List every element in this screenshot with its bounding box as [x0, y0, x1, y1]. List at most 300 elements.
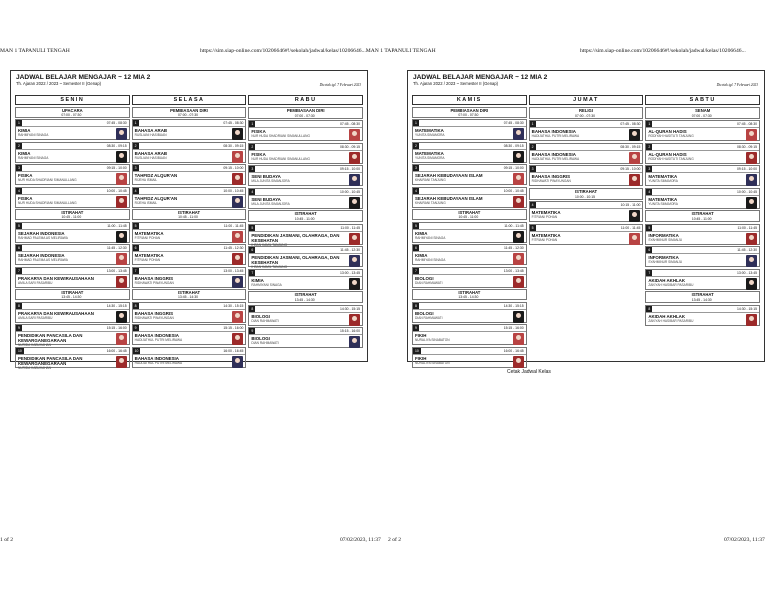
teacher-name: ZAKIYAH HASIBAR PASARIBU [648, 282, 694, 287]
lesson-subject: PENDIDIKAN JASMANI, OLAHRAGA, DAN KESEHATAN [251, 255, 340, 265]
lesson-text [251, 174, 289, 186]
lesson-text [18, 151, 48, 163]
teacher-photo [513, 173, 524, 185]
teacher-photo [232, 356, 243, 368]
lesson-card [132, 142, 247, 163]
lesson-body [133, 310, 246, 324]
lesson-subject: BIOLOGI [415, 310, 434, 316]
lesson-card [645, 165, 760, 186]
lesson-body [413, 355, 526, 369]
browser-header-center: https://sim.siap-online.com/10206646#!/sekolah/jadwal/kelas/10206646...MAN 1 TAPANULI TENGAH [200, 48, 436, 54]
lesson-number: 2 [648, 144, 651, 149]
break-label: ISTIRAHAT [294, 292, 317, 297]
day-column [15, 95, 130, 370]
break-row [15, 209, 130, 220]
lesson-number: 6 [415, 246, 417, 250]
lesson-text [532, 152, 579, 164]
lesson-text [18, 356, 116, 370]
break-time: 07:00 - 07:30 [458, 112, 479, 117]
break-label: PEMBIASAAN DIRI [286, 107, 325, 113]
teacher-photo [513, 196, 524, 208]
lesson-header [16, 188, 129, 195]
lesson-time: 15:15 - 16:00 [106, 326, 127, 330]
lesson-number: 1 [18, 121, 20, 125]
lesson-subject: BAHASA ARAB [134, 150, 168, 156]
break-row [132, 209, 247, 220]
teacher-name: HADIJATHUL PUTRI MELIRAWA [531, 134, 580, 138]
break-label: PEMBIASAAN DIRI [170, 107, 208, 113]
browser-header-left: MAN 1 TAPANULI TENGAH [0, 48, 70, 54]
lesson-card [132, 244, 247, 265]
teacher-photo [232, 196, 243, 208]
lesson-number: 9 [251, 329, 254, 333]
lesson-number: 8 [134, 303, 137, 308]
print-schedule-link[interactable]: Cetak Jadwal Kelas [507, 369, 551, 375]
lesson-header [646, 144, 759, 151]
lesson-subject: AL-QURAN HADIS [648, 151, 687, 157]
lesson-number: 1 [251, 122, 254, 126]
lesson-time: 15:15 - 16:00 [503, 326, 524, 330]
lesson-card [412, 267, 527, 288]
lesson-card [132, 347, 247, 368]
lesson-header [530, 144, 643, 151]
lesson-subject: MATEMATIKA [415, 128, 444, 133]
lesson-number: 1 [648, 122, 651, 126]
lesson-card [248, 165, 363, 186]
lesson-number: 9 [415, 326, 417, 330]
lesson-body [646, 173, 759, 187]
break-time: 07:00 - 07:30 [575, 113, 595, 118]
lesson-text [251, 278, 281, 290]
lesson-card [645, 188, 760, 209]
lesson-header [16, 325, 129, 332]
lesson-time: 09:15 - 10:00 [503, 166, 524, 170]
lesson-text [648, 233, 682, 245]
lesson-subject: INFORMATIKA [648, 255, 679, 260]
lesson-body [16, 172, 129, 186]
lesson-text [18, 253, 68, 265]
lesson-time: 08:30 - 09:15 [620, 144, 641, 149]
lesson-card [248, 188, 363, 209]
lesson-card [15, 222, 130, 243]
lesson-time: 10:00 - 10:45 [106, 188, 127, 193]
lesson-subject: BAHASA INDONESIA [531, 151, 576, 157]
teacher-photo [116, 151, 127, 163]
break-row [529, 188, 644, 200]
lesson-card [412, 222, 527, 243]
lesson-body [530, 151, 643, 165]
lesson-time: 13:00 - 13:45 [737, 270, 758, 275]
lesson-number: 2 [531, 144, 534, 149]
lesson-time: 11:00 - 11:45 [620, 225, 641, 230]
lesson-number: 5 [531, 225, 534, 230]
lesson-text [415, 356, 450, 368]
print-date: Dicetak tgl. 7 Februari 2023 [716, 83, 758, 87]
teacher-photo [513, 128, 524, 140]
lesson-header [413, 268, 526, 275]
lesson-time: 08:30 - 09:15 [340, 144, 361, 149]
lesson-number: 3 [18, 166, 20, 170]
lesson-card [645, 305, 760, 326]
schedule-page-right [407, 70, 765, 365]
lesson-subject: KIMIA [251, 277, 264, 283]
break-row [412, 107, 527, 118]
lesson-text [251, 255, 349, 269]
teacher-name: FITRIANI POHAN [134, 258, 161, 262]
break-time: 10:45 - 11:00 [178, 215, 198, 219]
lesson-subject: TAHFIDZ ALQUR'AN [134, 195, 178, 201]
lesson-subject: BAHASA INDONESIA [531, 129, 576, 134]
schedule-subtitle: Th. Ajaran 2022 / 2023 ~ Semester II (Genap) [413, 81, 499, 86]
lesson-number: 2 [134, 143, 137, 148]
lesson-body [646, 196, 759, 210]
day-header: SENIN [15, 95, 130, 105]
lesson-text [648, 278, 693, 290]
lesson-time: 08:30 - 09:15 [223, 143, 244, 148]
lesson-number: 8 [18, 303, 20, 308]
lesson-time: 11:00 - 11:45 [504, 223, 524, 228]
teacher-name: HADIJATHUL PUTRI MELIRAWA [531, 156, 580, 161]
teacher-photo [349, 197, 360, 209]
teacher-name: NUR HUDA SHADRIANI SIMANULLANG [18, 178, 77, 182]
lesson-body [249, 196, 362, 210]
lesson-card [132, 164, 247, 185]
teacher-photo [116, 173, 127, 185]
lesson-header [133, 268, 246, 275]
teacher-photo [746, 152, 757, 164]
lesson-time: 10:00 - 10:45 [340, 189, 361, 194]
lesson-subject: BAHASA ARAB [134, 128, 168, 133]
lesson-text [18, 128, 48, 140]
schedule-title: JADWAL BELAJAR MENGAJAR ~ 12 MIA 2 [16, 74, 151, 81]
lesson-header [413, 188, 526, 195]
lesson-body [530, 128, 643, 142]
teacher-name: RAHMIYANI SINAGA [18, 155, 49, 160]
lesson-number: 4 [648, 189, 651, 194]
break-label: UPACARA [62, 107, 83, 113]
lesson-header [249, 144, 362, 151]
lesson-card [529, 224, 644, 245]
lesson-card [15, 347, 130, 368]
break-time: 07:00 - 07:30 [691, 113, 712, 118]
lesson-time: 11:45 - 12:30 [737, 248, 758, 252]
break-time: 10:45 - 11:00 [691, 217, 712, 221]
teacher-photo [116, 276, 127, 288]
lesson-card [645, 246, 760, 267]
lesson-header [16, 223, 129, 230]
lesson-header [133, 188, 246, 195]
teacher-name: DIAN RAHMAWATI [251, 341, 279, 345]
lesson-time: 10:00 - 10:45 [503, 188, 524, 193]
teacher-photo [746, 278, 757, 290]
lesson-header [249, 306, 362, 313]
lesson-subject: KIMIA [415, 230, 428, 236]
teacher-photo [116, 196, 127, 208]
lesson-text [532, 174, 571, 186]
lesson-time: 13:00 - 13:45 [223, 268, 244, 273]
lesson-header [413, 223, 526, 230]
lesson-header [530, 202, 643, 209]
teacher-photo [629, 152, 640, 164]
lesson-header [133, 165, 246, 172]
lesson-time: 15:15 - 16:00 [223, 326, 244, 330]
lesson-time: 14:30 - 15:15 [503, 303, 524, 308]
lesson-time: 16:00 - 16:45 [106, 348, 127, 353]
lesson-header [413, 348, 526, 355]
break-label: ISTIRAHAT [691, 292, 714, 297]
lesson-card [132, 187, 247, 208]
lesson-header [413, 245, 526, 252]
break-label: ISTIRAHAT [458, 290, 481, 295]
lesson-subject: PENDIDIKAN PANCASILA DAN KEWARGANEGARAAN [18, 355, 83, 366]
lesson-subject: SEJARAH INDONESIA [18, 253, 65, 258]
break-row [645, 291, 760, 303]
lesson-text [648, 129, 693, 141]
lesson-body [133, 127, 246, 141]
lesson-header [133, 120, 246, 127]
teacher-photo [629, 233, 640, 245]
teacher-photo [232, 311, 243, 323]
lesson-number: 2 [251, 144, 254, 149]
lesson-subject: BIOLOGI [251, 313, 270, 319]
lesson-time: 14:30 - 15:15 [340, 306, 361, 311]
lesson-time: 11:00 - 11:45 [223, 223, 244, 228]
teacher-name: FITRIANI POHAN [531, 237, 558, 242]
lesson-number: 7 [251, 270, 254, 275]
lesson-header [646, 121, 759, 128]
lesson-card [15, 187, 130, 208]
lesson-number: 5 [18, 223, 20, 228]
teacher-photo [513, 276, 524, 288]
lesson-time: 16:00 - 16:45 [503, 348, 524, 353]
lesson-number: 4 [531, 203, 534, 207]
lesson-number: 5 [415, 223, 417, 228]
lesson-text [415, 128, 445, 140]
break-time: 13:45 - 14:30 [178, 295, 198, 299]
lesson-text [135, 311, 174, 323]
lesson-subject: BAHASA INGGRIS [531, 174, 571, 179]
teacher-name: NURIDA HABUHAHAN [18, 365, 51, 370]
lesson-number: 8 [251, 306, 254, 311]
lesson-number: 1 [415, 121, 417, 125]
lesson-number: 3 [648, 167, 651, 171]
teacher-photo [116, 231, 127, 243]
teacher-photo [513, 151, 524, 163]
lesson-card [132, 119, 247, 140]
break-label: SENAM [695, 107, 711, 113]
day-column [132, 95, 247, 365]
lesson-text [18, 311, 94, 323]
lesson-text [251, 336, 279, 348]
day-column [248, 95, 363, 357]
break-time: 07:00 - 07:30 [61, 112, 82, 117]
teacher-name: DIAN RAHMAWATI [415, 280, 443, 285]
teacher-name: RAHMIYANI SINAGA [415, 258, 446, 262]
lesson-body [133, 195, 246, 209]
day-header: KAMIS [412, 95, 527, 105]
lesson-number: 6 [18, 246, 20, 250]
lesson-body [646, 254, 759, 268]
teacher-photo [513, 231, 524, 243]
lesson-body [413, 127, 526, 141]
lesson-subject: PRAKARYA DAN KEWIRAUSAHAAN [18, 275, 94, 281]
break-time: 10:45 - 11:00 [458, 215, 479, 219]
lesson-text [532, 233, 561, 245]
lesson-subject: FISIKA [251, 151, 266, 157]
teacher-name: RIDHAWATI PINAYUNGAN [134, 315, 174, 320]
break-label: ISTIRAHAT [574, 188, 598, 194]
lesson-header [413, 325, 526, 332]
lesson-subject: SEJARAH KEBUDAYAAN ISLAM [415, 173, 483, 178]
lesson-time: 09:15 - 10:00 [223, 166, 244, 170]
lesson-number: 1 [134, 121, 137, 125]
teacher-photo [746, 233, 757, 245]
lesson-text [415, 173, 483, 185]
lesson-subject: MATEMATIKA [134, 230, 164, 236]
lesson-number: 7 [18, 268, 20, 273]
teacher-name: HADIJATHUL PUTRI MELIRAWA [134, 360, 183, 365]
teacher-photo [349, 278, 360, 290]
lesson-card [15, 324, 130, 345]
lesson-body [16, 275, 129, 289]
lesson-text [648, 197, 678, 209]
lesson-card [15, 267, 130, 288]
teacher-name: RIDHAWATI PINAYUNGAN [531, 179, 571, 183]
break-label: ISTIRAHAT [61, 210, 84, 215]
teacher-photo [116, 311, 127, 323]
lesson-time: 07:45 - 08:30 [737, 122, 758, 126]
lesson-card [412, 142, 527, 163]
lesson-time: 07:45 - 08:30 [106, 121, 127, 125]
teacher-photo [349, 129, 360, 141]
break-time: 13:45 - 14:30 [61, 295, 82, 299]
lesson-text [415, 276, 443, 288]
teacher-photo [349, 152, 360, 164]
lesson-number: 6 [251, 248, 254, 252]
lesson-subject: AKIDAH AKHLAK [648, 313, 686, 319]
lesson-number: 6 [134, 246, 137, 250]
lesson-number: 3 [531, 167, 534, 171]
teacher-name: RUSLIANI HASIBUAN [134, 133, 167, 137]
lesson-card [529, 120, 644, 141]
lesson-body [413, 172, 526, 186]
teacher-name: IHSAN KAMIL TANJUNG [251, 242, 288, 247]
lesson-header [646, 306, 759, 313]
teacher-photo [232, 173, 243, 185]
break-row [15, 107, 130, 118]
lesson-header [249, 328, 362, 335]
lesson-body [646, 151, 759, 165]
lesson-text [18, 196, 77, 208]
lesson-card [529, 165, 644, 186]
break-row [132, 107, 247, 118]
teacher-photo [746, 255, 757, 267]
lesson-text [415, 231, 445, 243]
teacher-name: NURIDA HABUHAHAN [18, 343, 51, 347]
teacher-photo [232, 276, 243, 288]
teacher-photo [746, 129, 757, 141]
break-row [248, 210, 363, 222]
lesson-time: 07:45 - 08:30 [503, 121, 524, 125]
lesson-body [530, 173, 643, 187]
teacher-name: NUR HUDA SHADRIANI SIMANULLANG [251, 156, 310, 161]
lesson-card [132, 222, 247, 243]
teacher-photo [513, 311, 524, 323]
teacher-photo [116, 253, 127, 265]
teacher-name: FITRIANI POHAN [134, 235, 161, 240]
lesson-text [18, 231, 68, 243]
lesson-card [132, 267, 247, 288]
break-label: RELIGI [579, 107, 593, 113]
break-label: ISTIRAHAT [691, 211, 714, 216]
lesson-card [412, 302, 527, 323]
teacher-photo [116, 128, 127, 140]
break-label: PEMBIASAAN DIRI [450, 107, 489, 113]
teacher-name: SYAHMINUR SIMANJU [648, 260, 683, 264]
lesson-body [413, 252, 526, 266]
day-header: SABTU [645, 95, 760, 105]
day-columns [412, 95, 760, 365]
teacher-name: FITRIANI POHAN [531, 215, 558, 219]
lesson-text [415, 333, 450, 345]
lesson-card [15, 302, 130, 323]
lesson-time: 13:00 - 13:45 [340, 270, 361, 275]
lesson-subject: SENI BUDAYA [251, 196, 281, 202]
lesson-header [530, 121, 643, 128]
schedule-title: JADWAL BELAJAR MENGAJAR ~ 12 MIA 2 [413, 74, 548, 81]
lesson-card [412, 119, 527, 140]
day-column [645, 95, 760, 357]
teacher-name: YUNITA SIMAMORA [415, 133, 445, 137]
lesson-header [133, 223, 246, 230]
lesson-time: 09:15 - 10:00 [106, 166, 127, 170]
lesson-body [646, 232, 759, 246]
lesson-header [133, 303, 246, 310]
lesson-number: 10 [134, 348, 139, 353]
teacher-name: YUNITA SIMAMORA [648, 179, 678, 183]
lesson-subject: FISIKA [18, 173, 33, 178]
lesson-text [648, 314, 693, 326]
lesson-header [413, 143, 526, 150]
teacher-name: ZAKIYAH HASIBAR PASARIBU [648, 318, 694, 323]
lesson-number: 2 [18, 143, 20, 148]
teacher-name: AMILA SARI PASARIBU [18, 280, 53, 285]
lesson-text [135, 356, 182, 368]
lesson-subject: AL-QURAN HADIS [648, 129, 687, 134]
lesson-text [251, 233, 349, 247]
lesson-subject: MATEMATIKA [648, 174, 678, 179]
lesson-card [15, 119, 130, 140]
break-row [132, 289, 247, 300]
lesson-body [133, 172, 246, 186]
lesson-number: 6 [648, 248, 651, 252]
break-time: 07:00 - 07:30 [178, 112, 198, 117]
lesson-header [16, 348, 129, 355]
lesson-subject: TAHFIDZ ALQUR'AN [134, 173, 178, 178]
lesson-time: 09:15 - 10:00 [620, 167, 641, 171]
teacher-photo [746, 314, 757, 326]
lesson-time: 07:45 - 08:30 [620, 122, 641, 126]
lesson-time: 08:30 - 09:15 [106, 143, 127, 148]
teacher-name: IHSAN KAMIL TANJUNG [251, 265, 288, 269]
lesson-text [251, 197, 289, 209]
lesson-subject: MATEMATIKA [531, 210, 561, 215]
lesson-subject: FIKIH [415, 355, 427, 361]
lesson-time: 10:00 - 10:45 [737, 189, 758, 194]
day-header: SELASA [132, 95, 247, 105]
lesson-text [135, 253, 164, 265]
lesson-text [251, 129, 310, 141]
